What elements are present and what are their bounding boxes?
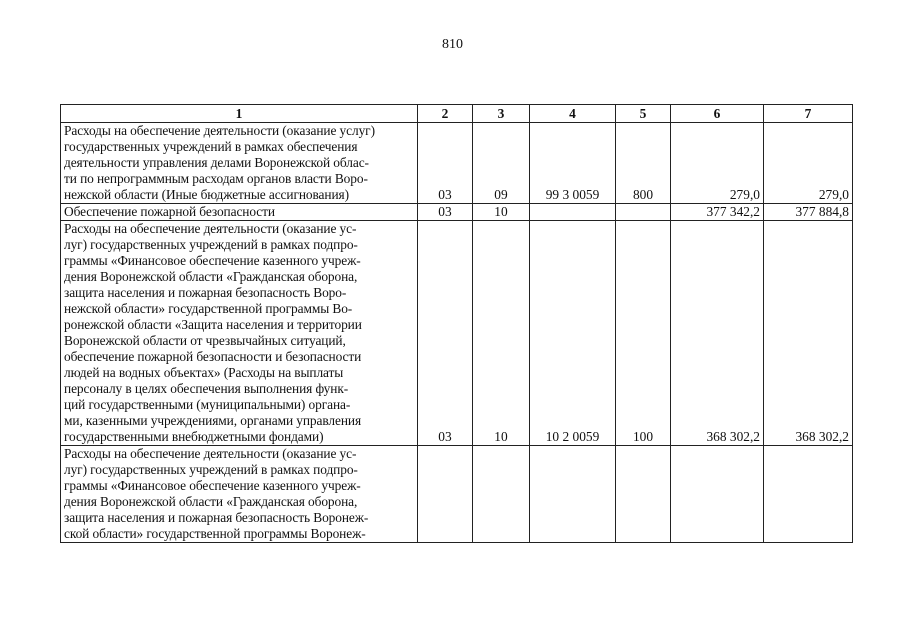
row-expense-type-code: [616, 446, 671, 543]
description-line: Расходы на обеспечение деятельности (оказание ус-: [64, 221, 357, 236]
row-section-code: 03: [418, 221, 473, 446]
description-line: персоналу в целях обеспечения выполнения функ-: [64, 381, 349, 396]
row-amount-year-2: 279,0: [764, 123, 853, 204]
description-line: ронежской области «Защита населения и территории: [64, 317, 362, 332]
row-subsection-code: 09: [473, 123, 530, 204]
row-subsection-code: 10: [473, 221, 530, 446]
row-target-article-code: [530, 204, 616, 221]
row-target-article-code: [530, 446, 616, 543]
header-col-4: 4: [530, 105, 616, 123]
row-description: [61, 123, 418, 204]
row-expense-type-code: 800: [616, 123, 671, 204]
row-target-article-code: 10 2 0059: [530, 221, 616, 446]
description-line: деятельности управления делами Воронежской облас-: [64, 155, 369, 170]
row-amount-year-2: [764, 446, 853, 543]
row-amount-year-1: 368 302,2: [671, 221, 764, 446]
description-line: луг) государственных учреждений в рамках подпро-: [64, 462, 358, 477]
description-line: дения Воронежской области «Гражданская оборона,: [64, 269, 358, 284]
header-col-3: 3: [473, 105, 530, 123]
description-line: государственными внебюджетными фондами): [64, 429, 324, 444]
row-subsection-code: 10: [473, 204, 530, 221]
row-expense-type-code: [616, 204, 671, 221]
header-col-1: 1: [61, 105, 418, 123]
description-line: ми, казенными учреждениями, органами управления: [64, 413, 362, 428]
table-body: [61, 123, 853, 543]
row-amount-year-2: 377 884,8: [764, 204, 853, 221]
description-line: ской области» государственной программы Воронеж-: [64, 526, 366, 541]
row-description: [61, 446, 418, 543]
description-line: Обеспечение пожарной безопасности: [64, 204, 275, 219]
row-amount-year-2: 368 302,2: [764, 221, 853, 446]
header-col-7: 7: [764, 105, 853, 123]
description-line: нежской области» государственной программы Во-: [64, 301, 353, 316]
description-line: нежской области (Иные бюджетные ассигнования): [64, 187, 349, 202]
table-row: [61, 204, 853, 221]
description-line: Расходы на обеспечение деятельности (оказание ус-: [64, 446, 357, 461]
description-line: людей на водных объектах» (Расходы на выплаты: [64, 365, 344, 380]
description-line: Расходы на обеспечение деятельности (оказание услуг): [64, 123, 375, 138]
row-section-code: 03: [418, 123, 473, 204]
description-line: обеспечение пожарной безопасности и безопасности: [64, 349, 362, 364]
row-subsection-code: [473, 446, 530, 543]
description-line: луг) государственных учреждений в рамках подпро-: [64, 237, 358, 252]
description-line: граммы «Финансовое обеспечение казенного учреж-: [64, 478, 361, 493]
header-col-2: 2: [418, 105, 473, 123]
table-row: [61, 123, 853, 204]
row-expense-type-code: 100: [616, 221, 671, 446]
description-line: Воронежской области от чрезвычайных ситуаций,: [64, 333, 346, 348]
row-section-code: 03: [418, 204, 473, 221]
description-line: защита населения и пожарная безопасность Воронеж-: [64, 510, 369, 525]
row-amount-year-1: 377 342,2: [671, 204, 764, 221]
table-row: [61, 446, 853, 543]
row-section-code: [418, 446, 473, 543]
description-line: ций государственными (муниципальными) органа-: [64, 397, 351, 412]
row-amount-year-1: [671, 446, 764, 543]
header-col-5: 5: [616, 105, 671, 123]
row-description: [61, 221, 418, 446]
description-line: дения Воронежской области «Гражданская оборона,: [64, 494, 358, 509]
header-col-6: 6: [671, 105, 764, 123]
description-line: ти по непрограммным расходам органов власти Воро-: [64, 171, 368, 186]
row-amount-year-1: 279,0: [671, 123, 764, 204]
row-description: [61, 204, 418, 221]
description-line: защита населения и пожарная безопасность Воро-: [64, 285, 347, 300]
description-line: государственных учреждений в рамках обеспечения: [64, 139, 358, 154]
header-row: [61, 105, 853, 123]
row-target-article-code: 99 3 0059: [530, 123, 616, 204]
description-line: граммы «Финансовое обеспечение казенного учреж-: [64, 253, 361, 268]
page-number: 810: [442, 37, 463, 52]
budget-table: [60, 104, 853, 543]
table-row: [61, 221, 853, 446]
